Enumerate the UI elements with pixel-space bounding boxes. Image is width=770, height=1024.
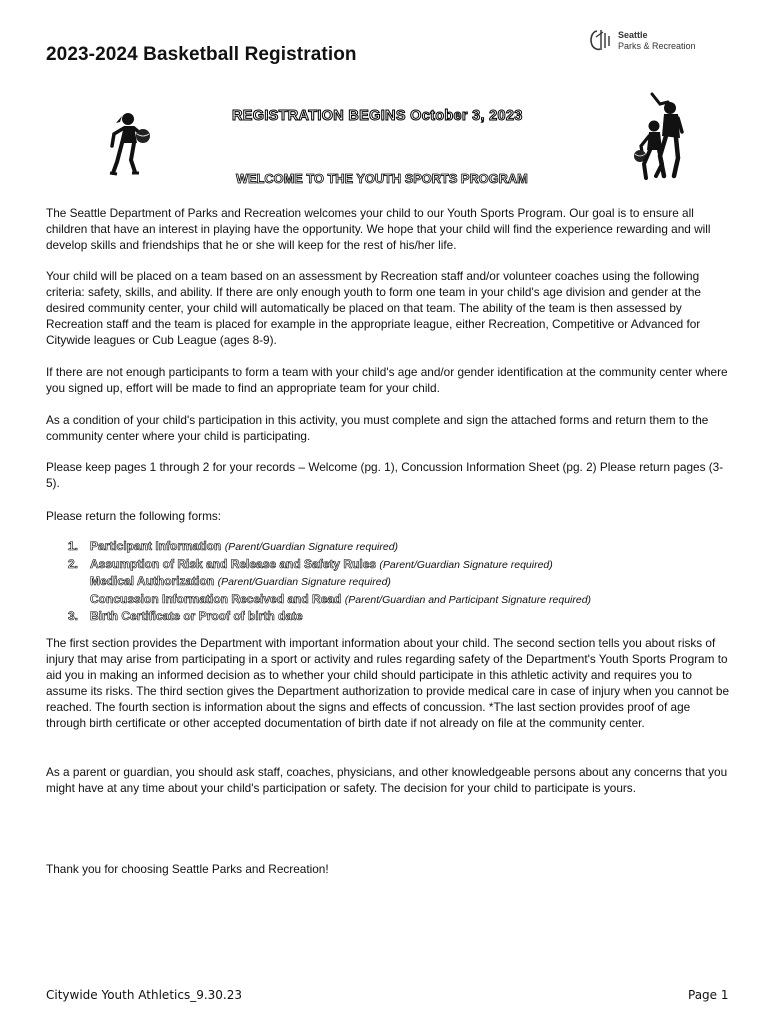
participation-condition-paragraph: As a condition of your child's participation in this activity, you must complete and sign the attached forms and return them to the community center where your child is participating. (46, 413, 709, 443)
not-enough-participants-paragraph: If there are not enough participants to form a team with your child's age and/or gender identification at the community center where you signed up, effort will be made to find an appropriate team for your child. (46, 365, 728, 395)
list-item-number: 2. (68, 556, 79, 571)
logo-line2: Parks & Recreation (618, 41, 696, 51)
list-item-note: (Parent/Guardian Signature required) (224, 541, 399, 553)
intro-paragraph: The Seattle Department of Parks and Recreation welcomes your child to our Youth Sports Program. Our goal is to ensure all children that have an interest in playing have the opportunity. We hope that your child will find the experience rewarding and will develop skills and friendships that he or she will keep for the rest of his/her life. (46, 206, 711, 252)
page-title: 2023-2024 Basketball Registration (46, 44, 357, 65)
list-item-label: Birth Certificate or Proof of birth date (90, 609, 303, 623)
registration-begins-heading: REGISTRATION BEGINS October 3, 2023 (232, 108, 523, 124)
list-item-label: Participant Information (90, 539, 222, 553)
basketball-player-girl-icon (106, 110, 154, 181)
keep-pages-paragraph: Please keep pages 1 through 2 for your records – Welcome (pg. 1), Concussion Information Sheet (pg. 2) Please return pages (3-5). (46, 460, 724, 490)
list-item-number: 3. (68, 609, 79, 623)
seattle-parks-logo (588, 28, 718, 54)
thank-you-paragraph: Thank you for choosing Seattle Parks and Recreation! (46, 862, 329, 876)
list-item (68, 538, 591, 556)
team-placement-paragraph: Your child will be placed on a team based on an assessment by Recreation staff and/or volunteer coaches using the following criteria: safety, skills, and ability. If there are only enough youth to form one team in your child's age division and gender at the desired community center, your child will automatically be placed on that team. The ability of the team is then assessed by Recreation staff and the team is placed for example in the appropriate league, either Recreation, Competitive or Advanced for Citywide leagues or Cub League (ages 8-9). (46, 269, 701, 347)
list-item-number: 1. (68, 539, 79, 553)
list-item-label: Concussion Information Received and Read (90, 591, 342, 606)
sections-description-paragraph: The first section provides the Department with important information about your child. The second section tells you about risks of injury that may arise from participating in a sport or activity and rules regarding safety of the Department's Youth Sports Program to aid you in making an informed decision as to whether your child should participate in this athletic activity and requires you to assume its risks. The third section gives the Department authorization to provide medical care in case of injury when you cannot be reached. The fourth section is information about the signs and effects of concussion. *The last section provides proof of age through birth certificate or other accepted documentation of birth date if not already on file at the community center. (46, 636, 730, 730)
list-item (68, 573, 591, 591)
logo-line1: Seattle (618, 30, 648, 40)
list-item (68, 556, 591, 574)
seattle-logo-icon (588, 28, 614, 52)
list-item-label: Medical Authorization (90, 574, 215, 588)
list-item (68, 608, 591, 626)
list-item-note: (Parent/Guardian and Participant Signature required) (344, 593, 592, 606)
basketball-players-icon (632, 92, 690, 187)
list-item (68, 591, 591, 609)
forms-list (68, 538, 591, 626)
footer-page-number: Page 1 (688, 988, 729, 1002)
return-forms-intro: Please return the following forms: (46, 509, 222, 523)
parent-guardian-paragraph: As a parent or guardian, you should ask staff, coaches, physicians, and other knowledgeable persons about any concerns that you might have at any time about your child's participation or safety. The decision for your child to participate is yours. (46, 765, 728, 795)
list-item-note: (Parent/Guardian Signature required) (217, 576, 391, 588)
footer-document-id: Citywide Youth Athletics_9.30.23 (46, 988, 243, 1002)
welcome-heading: WELCOME TO THE YOUTH SPORTS PROGRAM (236, 171, 528, 186)
list-item-label: Assumption of Risk and Release and Safety Rules (90, 556, 377, 571)
list-item-note: (Parent/Guardian Signature required) (379, 558, 553, 571)
